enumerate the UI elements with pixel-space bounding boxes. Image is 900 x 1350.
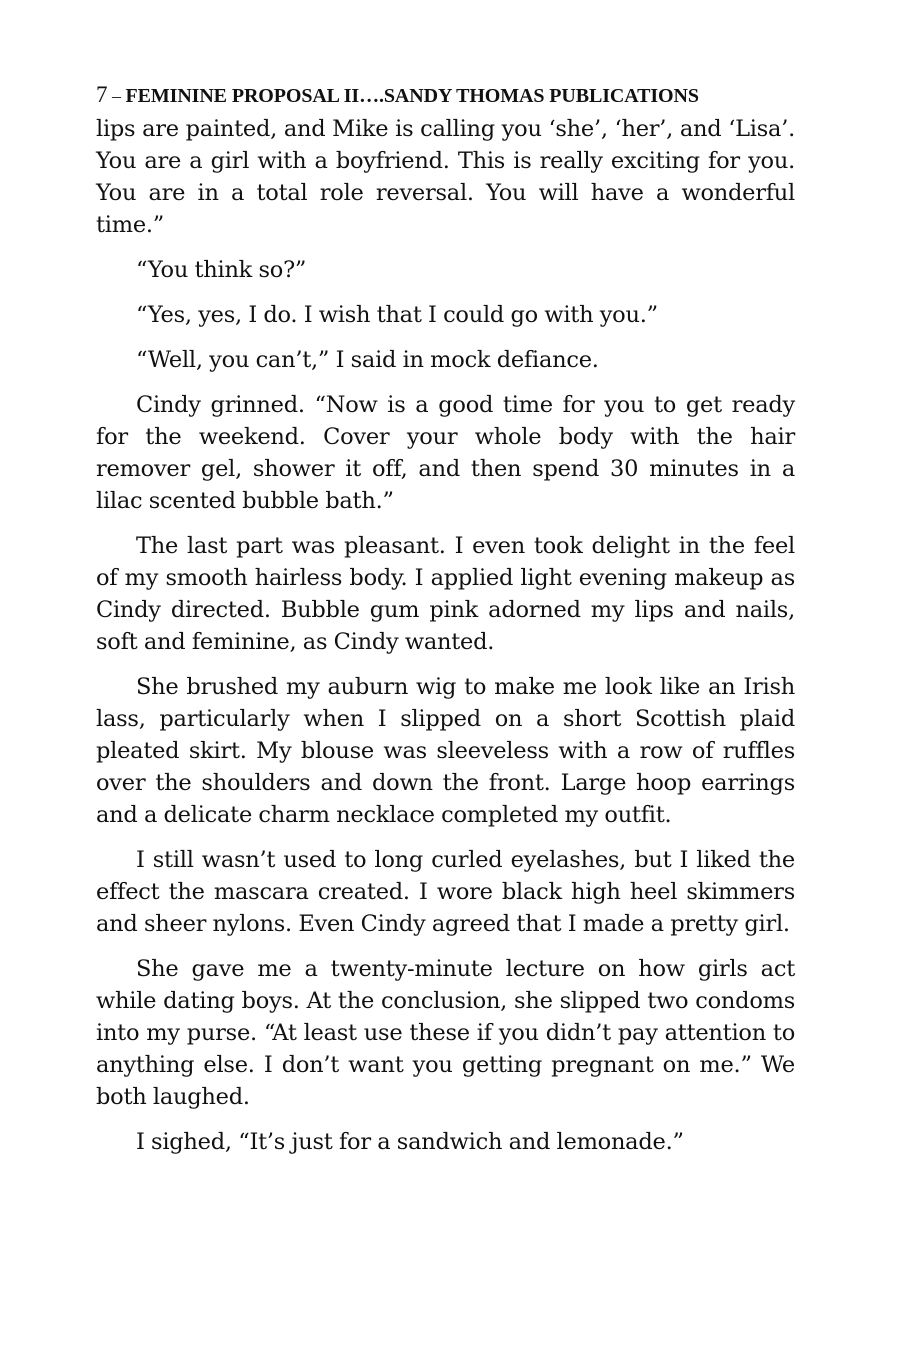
paragraph-continued: lips are painted, and Mike is calling you ‘she’, ‘her’, and ‘Lisa’. You are a girl with a boyfriend. This is really exciting for you. You are in a total role reversal. You will have a wonderful time.”: [96, 116, 795, 238]
book-page: [96, 80, 795, 1171]
paragraph: “Yes, yes, I do. I wish that I could go with you.”: [136, 302, 658, 328]
page-number: 7: [96, 82, 108, 107]
running-header: [96, 80, 795, 111]
paragraph: She gave me a twenty-minute lecture on how girls act while dating boys. At the conclusion, she slipped two condoms into my purse. “At least use these if you didn’t pay attention to anything else. I don’t want you getting pregnant on me.” We both laughed.: [96, 956, 795, 1110]
paragraph: “Well, you can’t,” I said in mock defiance.: [136, 347, 599, 373]
paragraph: Cindy grinned. “Now is a good time for you to get ready for the weekend. Cover your whole body with the hair remover gel, shower it off, and then spend 30 minutes in a lilac scented bubble bath.”: [96, 392, 795, 514]
paragraph: “You think so?”: [136, 257, 307, 283]
paragraph: I sighed, “It’s just for a sandwich and lemonade.”: [136, 1129, 684, 1155]
paragraph: She brushed my auburn wig to make me look like an Irish lass, particularly when I slipped on a short Scottish plaid pleated skirt. My blouse was sleeveless with a row of ruffles over the shoulders and down the front. Large hoop earrings and a delicate charm necklace completed my outfit.: [96, 674, 795, 828]
body-text: [96, 113, 795, 1158]
header-separator: –: [107, 86, 126, 106]
paragraph: The last part was pleasant. I even took delight in the feel of my smooth hairless body. I applied light evening makeup as Cindy directed. Bubble gum pink adorned my lips and nails, soft and feminine, as Cindy wanted.: [96, 533, 795, 655]
running-title: FEMININE PROPOSAL II….SANDY THOMAS PUBLICATIONS: [125, 85, 699, 107]
paragraph: I still wasn’t used to long curled eyelashes, but I liked the effect the mascara created. I wore black high heel skimmers and sheer nylons. Even Cindy agreed that I made a pretty girl.: [96, 847, 795, 937]
